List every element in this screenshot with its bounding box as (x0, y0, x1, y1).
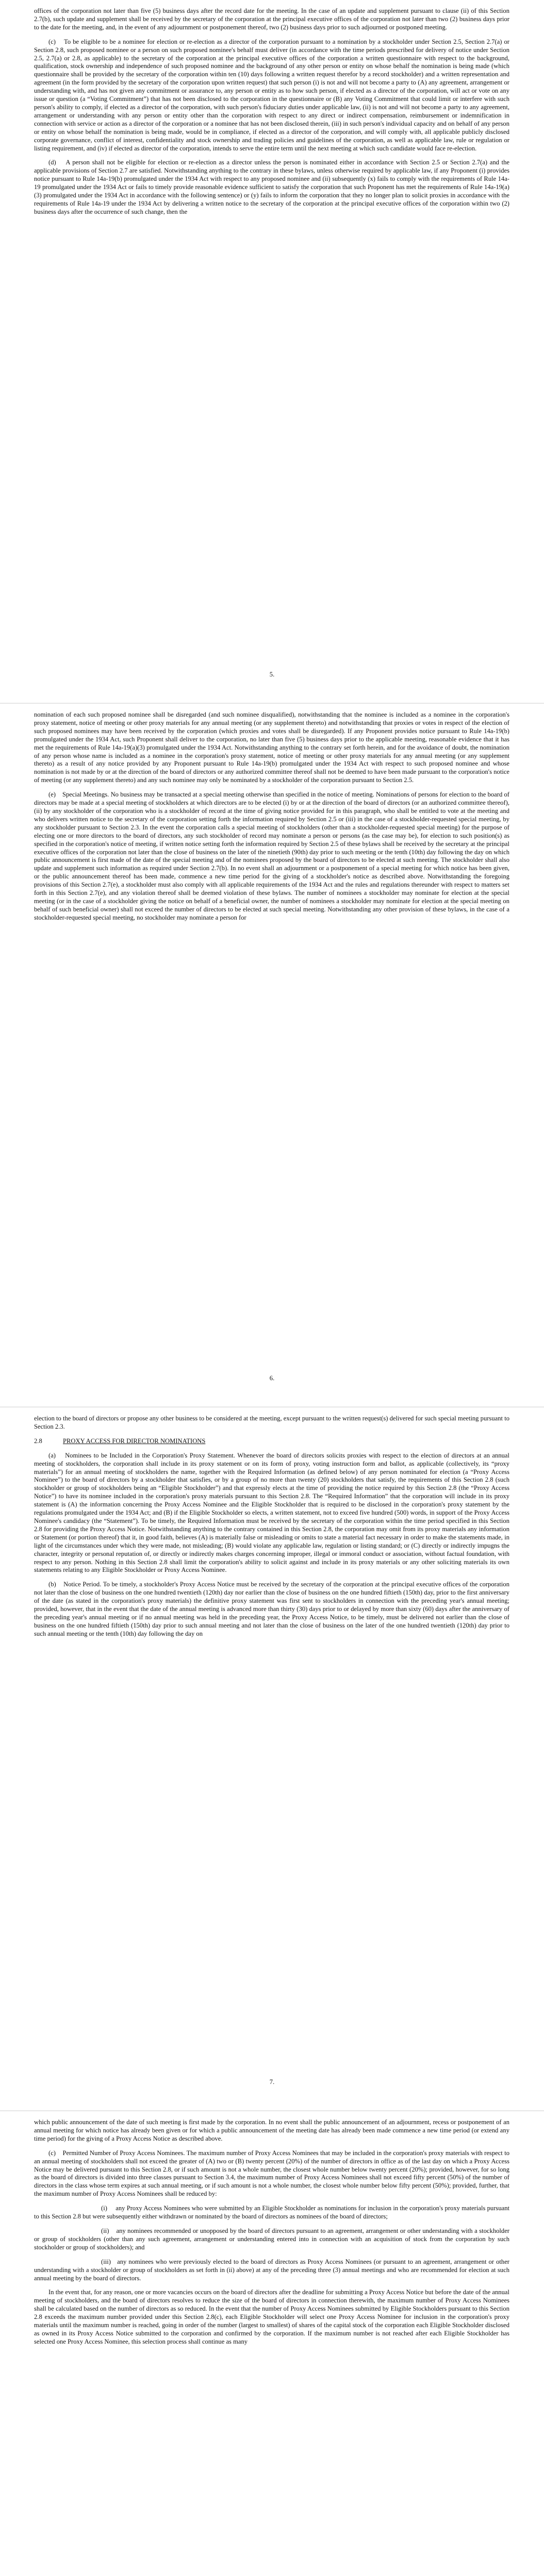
paragraph-b-notice-period: (b) Notice Period. To be timely, a stockholder's Proxy Access Notice must be received by the secretary of the corporation at the principal executive offices of the corporation not later than the close of business on the one hundred twentieth (120th) day nor earlier than the close of business on the one hundred fiftieth (150th) day, prior to the first anniversary of the date (as stated in the corporation's proxy materials) the definitive proxy statement was first sent to stockholders in connection with the preceding year's annual meeting; provided, however, that in the event that the date of the annual meeting is advanced more than thirty (30) days prior to or delayed by more than sixty (60) days after the anniversary of the preceding year's annual meeting or if no annual meeting was held in the preceding year, the Proxy Access Notice, to be timely, must be delivered not earlier than the close of business on the one hundred fiftieth (150th) day prior to such annual meeting and not later than the close of business on the later of the one hundred twentieth (120th) day prior to such annual meeting or the tenth (10th) day following the day on (34, 1581, 509, 1637)
document-page-7 (0, 1408, 544, 2111)
page-body (34, 1415, 509, 1645)
page-number: 6. (269, 1375, 275, 1382)
paragraph: nomination of each such proposed nominee shall be disregarded (and such nominee disqualified), notwithstanding that the nominee is included as a nominee in the corporation's proxy statement, notice of meeting or other proxy materials for any annual meeting (or any supplement thereto) and notwithstanding that proxies or votes in respect of the election of such proposed nominees may have been received by the corporation (which proxies and votes shall be disregarded). If any Proponent provides notice pursuant to Rule 14a-19(b) promulgated under the 1934 Act, such Proponent shall deliver to the corporation, no later than five (5) business days prior to the applicable meeting, reasonable evidence that it has met the requirements of Rule 14a-19(a)(3) promulgated under the 1934 Act. Notwithstanding anything to the contrary set forth herein, and for the avoidance of doubt, the nomination of any person whose name is included as a nominee in the corporation's proxy statement, notice of meeting or other proxy materials for any annual meeting (or any supplement thereto) as a result of any notice provided by any Proponent pursuant to Rule 14a-19(b) promulgated under the 1934 Act with respect to such proposed nominee and whose nomination is not made by or at the direction of the board of directors or any authorized committee thereof shall not be deemed to have been made pursuant to the corporation's notice of meeting (or any supplement thereto) and any such nominee may only be nominated by a stockholder of the corporation pursuant to Section 2.5. (34, 711, 509, 784)
paragraph-a-nominees-included: (a) Nominees to be Included in the Corporation's Proxy Statement. Whenever the board of directors solicits proxies with respect to the election of directors at an annual meeting of stockholders, the corporation shall include in its proxy statement or on its form of proxy, voting instruction form and ballot, as applicable (collectively, its “proxy materials”) for an annual meeting of stockholders the name, together with the Required Information (as defined below) of any person nominated for election (a “Proxy Access Nominee”) to the board of directors by a stockholder that satisfies, or by a group of no more than twenty (20) stockholders that satisfy, the requirements of this Section 2.8 (such stockholder or group of stockholders being an “Eligible Stockholder”) and that expressly elects at the time of providing the notice required by this Section 2.8 (the “Proxy Access Notice”) to have its nominee included in the corporation's proxy materials pursuant to this Section 2.8. The “Required Information” that the corporation will include in its proxy statement is (A) the information concerning the Proxy Access Nominee and the Eligible Stockholder that is required to be disclosed in the corporation's proxy statement by the regulations promulgated under the 1934 Act; and (B) if the Eligible Stockholder so elects, a written statement, not to exceed five hundred (500) words, in support of the Proxy Access Nominee's candidacy (the “Statement”). To be timely, the Required Information must be received by the secretary of the corporation within the time period specified in this Section 2.8 for providing the Proxy Access Notice. Notwithstanding anything to the contrary contained in this Section 2.8, the corporation may omit from its proxy materials any information or Statement (or portion thereof) that it, in good faith, believes (A) is materially false or misleading or omits to state a material fact necessary in order to make the statements made, in light of the circumstances under which they were made, not misleading; (B) would violate any applicable law, regulation or listing standard; or (C) directly or indirectly impugns the character, integrity or personal reputation of, or directly or indirectly makes charges concerning improper, illegal or immoral conduct or association, without factual foundation, with respect to any person. Nothing in this Section 2.8 shall limit the corporation's ability to solicit against and include in its proxy materials or any other soliciting materials its own statements relating to any Eligible Stockholder or Proxy Access Nominee. (34, 1451, 509, 1574)
clause-i: (i) any Proxy Access Nominees who were submitted by an Eligible Stockholder as nominations for inclusion in the corporation's proxy materials pursuant to this Section 2.8 but were subsequently either withdrawn or nominated by the board of directors as nominees of the board of directors; (34, 2205, 509, 2221)
section-heading (34, 1437, 509, 1446)
page-number: 7. (269, 2078, 275, 2086)
page-body (34, 7, 509, 223)
paragraph-vacancies: In the event that, for any reason, one or more vacancies occurs on the board of directors after the deadline for submitting a Proxy Access Notice but before the date of the annual meeting of stockholders, and the board of directors resolves to reduce the size of the board of directors in connection therewith, the maximum number of Proxy Access Nominees shall be calculated based on the number of directors as so reduced. In the event that the number of Proxy Access Nominees submitted by Eligible Stockholders pursuant to this Section 2.8 exceeds the maximum number provided under this Section 2.8(c), each Eligible Stockholder will select one Proxy Access Nominee for inclusion in the corporation's proxy materials until the maximum number is reached, going in order of the number (largest to smallest) of shares of the capital stock of the corporation each Eligible Stockholder disclosed as owned in its Proxy Access Notice submitted to the corporation and confirmed by the corporation. If the maximum number is not reached after each Eligible Stockholder has selected one Proxy Access Nominee, this selection process shall continue as many (34, 2289, 509, 2345)
paragraph-d-eligibility: (d) A person shall not be eligible for election or re-election as a director unless the person is nominated either in accordance with Section 2.5 or Section 2.7(a) and the applicable provisions of Section 2.7 are satisfied. Notwithstanding anything to the contrary in these bylaws, unless otherwise required by applicable law, if any Proponent (i) provides notice pursuant to Rule 14a-19(b) promulgated under the 1934 Act with respect to any proposed nominee and (ii) subsequently (x) fails to comply with the requirements of Rule 14a-19 promulgated under the 1934 Act or fails to timely provide reasonable evidence sufficient to satisfy the corporation that such Proponent has met the requirements of Rule 14a-19(a)(3) promulgated under the 1934 Act in accordance with the following sentence) or (y) fails to inform the corporation that they no longer plan to solicit proxies in accordance with the requirements of Rule 14a-19 under the 1934 Act by delivering a written notice to the secretary of the corporation at the principal executive offices of the corporation within two (2) business days after the occurrence of such change, then the (34, 159, 509, 215)
document-page-8 (0, 2111, 544, 2576)
page-body (34, 711, 509, 928)
clause-iii: (iii) any nominees who were previously elected to the board of directors as Proxy Access Nominees (or pursuant to an agreement, arrangement or other understanding with a stockholder or group of stockholders as set forth in (ii) above) at any of the preceding three (3) annual meetings and who are recommended for election at such annual meeting by the board of directors. (34, 2258, 509, 2282)
page-body (34, 2119, 509, 2352)
paragraph-c-nominee-questionnaire: (c) To be eligible to be a nominee for election or re-election as a director of the corporation pursuant to a nomination by a stockholder under Section 2.5, Section 2.7(a) or Section 2.8, such proposed nominee or a person on such proposed nominee's behalf must deliver (in accordance with the time periods prescribed for delivery of notice under Section 2.5, 2.7(a) or 2.8, as applicable) to the secretary of the corporation at the principal executive offices of the corporation a written questionnaire with respect to the background, qualification, stock ownership and independence of such proposed nominee and the background of any other person or entity on whose behalf the nomination is being made (which questionnaire shall be provided by the secretary of the corporation within ten (10) days following a written request therefor by a record stockholder) and a written representation and agreement (in the form provided by the secretary of the corporation upon written request) that such person (i) is not and will not become a party to (A) any agreement, arrangement or understanding with, and has not given any commitment or assurance to, any person or entity as to how such person, if elected as a director of the corporation, will act or vote on any issue or question (a “Voting Commitment”) that has not been disclosed to the corporation in the questionnaire or (B) any Voting Commitment that could limit or interfere with such person's ability to comply, if elected as a director of the corporation, with such person's fiduciary duties under applicable law, (ii) is not and will not become a party to any agreement, arrangement or understanding with any person or entity other than the corporation with respect to any direct or indirect compensation, reimbursement or indemnification in connection with service or action as a director of the corporation or a nominee that has not been disclosed therein, (iii) in such person's individual capacity and on behalf of any person or entity on whose behalf the nomination is being made, would be in compliance, if elected as a director of the corporation, and will comply with, all applicable publicly disclosed corporate governance, conflict of interest, confidentiality and stock ownership and trading policies and guidelines of the corporation, as well as applicable law, rule or regulation or listing requirement, and (iv) if elected as director of the corporation, intends to serve the entire term until the next meeting at which such candidate would face re-election. (34, 38, 509, 152)
clause-ii: (ii) any nominees recommended or unopposed by the board of directors pursuant to an agreement, arrangement or other understanding with a stockholder or group of stockholders (other than any such agreement, arrangement or understanding entered into in connection with an acquisition of stock from the corporation by such stockholder or group of stockholders); and (34, 2227, 509, 2251)
page-number: 5. (269, 671, 275, 678)
document-page-5 (0, 0, 544, 703)
paragraph: which public announcement of the date of such meeting is first made by the corporation. In no event shall the public announcement of an adjournment, recess or postponement of an annual meeting for which notice has already been given or for which a public announcement of the meeting date has already been made commence a new time period (or extend any time period) for the giving of a Proxy Access Notice as described above. (34, 2119, 509, 2142)
paragraph-c-permitted-number: (c) Permitted Number of Proxy Access Nominees. The maximum number of Proxy Access Nominees that may be included in the corporation's proxy materials with respect to an annual meeting of stockholders shall not exceed the greater of (A) two or (B) twenty percent (20%) of the number of directors in office as of the last day on which a Proxy Access Notice may be delivered pursuant to this Section 2.8, or if such amount is not a whole number, the closest whole number below twenty percent (20%); provided, however, for so long as the board of directors is divided into three classes pursuant to Section 3.4, the maximum number of Proxy Access Nominees shall not exceed fifty percent (50%) of the number of directors in the class whose term expires at such annual meeting, or if such amount is not a whole number, the closest whole number below fifty percent (50%); provided, further, that the maximum number of Proxy Access Nominees shall be reduced by: (34, 2149, 509, 2198)
section-title: PROXY ACCESS FOR DIRECTOR NOMINATIONS (63, 1437, 206, 1445)
paragraph-e-special-meetings: (e) Special Meetings. No business may be transacted at a special meeting otherwise than specified in the notice of meeting. Nominations of persons for election to the board of directors may be made at a special meeting of stockholders at which directors are to be elected (i) by or at the direction of the board of directors (or an authorized committee thereof), (ii) by any stockholder of the corporation who is a stockholder of record at the time of giving notice provided for in this paragraph, who shall be entitled to vote at the meeting and who delivers written notice to the secretary of the corporation setting forth the information required by Section 2.5 or (iii) in the case of a stockholder-requested special meeting, by any stockholder pursuant to Section 2.3. In the event the corporation calls a special meeting of stockholders (other than a stockholder-requested special meeting) for the purpose of electing one or more directors to the board of directors, any such stockholder of record may nominate a person or persons (as the case may be), for election to such position(s) as specified in the corporation's notice of meeting, if written notice setting forth the information required by Section 2.5 of these bylaws shall be received by the secretary at the principal executive offices of the corporation not later than the close of business on the later of the ninetieth (90th) day prior to such meeting or the tenth (10th) day following the day on which public announcement is first made of the date of the special meeting and of the nominees proposed by the board of directors to be elected at such meeting. The stockholder shall also update and supplement such information as required under Section 2.7(b). In no event shall an adjournment or a postponement of a special meeting for which notice has been given, or the public announcement thereof has been made, commence a new time period for the giving of a stockholder's notice as described above. Notwithstanding the foregoing provisions of this Section 2.7(e), a stockholder must also comply with all applicable requirements of the 1934 Act and the rules and regulations thereunder with respect to matters set forth in this Section 2.7(e), and any violation thereof shall be deemed violation of these bylaws. The number of nominees a stockholder may nominate for election at the special meeting (or in the case of a stockholder giving the notice on behalf of a beneficial owner, the number of nominees a stockholder may nominate for election at the special meeting on behalf of such beneficial owner) shall not exceed the number of directors to be elected at such special meeting. Notwithstanding any other provision of these bylaws, in the case of a stockholder-requested special meeting, no stockholder may nominate a person for (34, 791, 509, 921)
section-number: 2.8 (34, 1437, 42, 1445)
document-page-6 (0, 704, 544, 1407)
paragraph: election to the board of directors or propose any other business to be considered at the meeting, except pursuant to the written request(s) delivered for such special meeting pursuant to Section 2.3. (34, 1415, 509, 1430)
paragraph: offices of the corporation not later than five (5) business days after the record date for the meeting. In the case of an update and supplement pursuant to clause (ii) of this Section 2.7(b), such update and supplement shall be received by the secretary of the corporation at the principal executive offices of the corporation not later than two (2) business days prior to the date for the meeting, and, in the event of any adjournment or postponement thereof, two (2) business days prior to such adjourned or postponed meeting. (34, 7, 509, 31)
